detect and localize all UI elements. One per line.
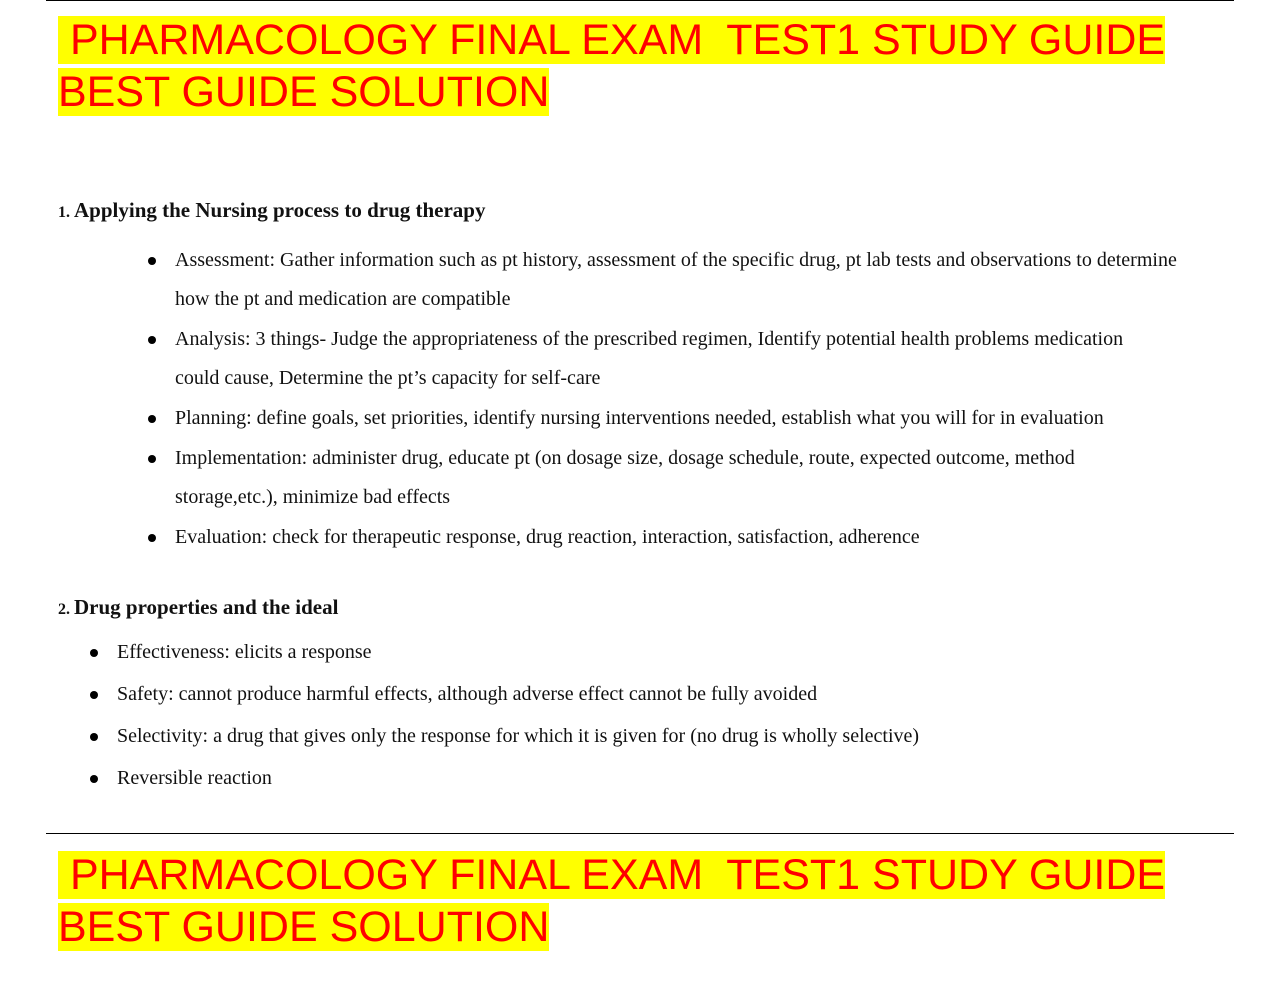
bullet-list	[58, 637, 1258, 793]
bullet-list	[58, 241, 1258, 557]
list-item-safety: Safety: cannot produce harmful effects, although adverse effect cannot be fully avoided	[117, 679, 1258, 709]
section-title: Drug properties and the ideal	[74, 595, 339, 619]
page-title-banner	[58, 14, 1218, 118]
footer-title-banner	[58, 849, 1218, 953]
list-item-evaluation: Evaluation: check for therapeutic response, drug reaction, interaction, satisfaction, adherence	[175, 518, 1258, 557]
section-number: 1.	[58, 204, 70, 221]
list-item-assessment: Assessment: Gather information such as pt history, assessment of the specific drug, pt lab tests and observations to determine how the pt and medication are compatible	[175, 241, 1205, 319]
list-item-selectivity: Selectivity: a drug that gives only the response for which it is given for (no drug is wholly selective)	[117, 721, 1258, 751]
banner-line-1: PHARMACOLOGY FINAL EXAM TEST1 STUDY GUIDE	[58, 851, 1166, 899]
list-item-implementation: Implementation: administer drug, educate pt (on dosage size, dosage schedule, route, expected outcome, method storage,etc.), minimize bad effects	[175, 439, 1135, 517]
banner-line-1: PHARMACOLOGY FINAL EXAM TEST1 STUDY GUIDE	[58, 16, 1166, 64]
list-item-planning: Planning: define goals, set priorities, identify nursing interventions needed, establish what you will for in evaluation	[175, 399, 1258, 438]
bottom-divider	[46, 833, 1234, 834]
section-nursing-process	[58, 196, 1258, 558]
section-title: Applying the Nursing process to drug therapy	[74, 198, 486, 222]
section-heading	[58, 593, 1258, 624]
section-heading	[58, 196, 1258, 227]
list-item-analysis: Analysis: 3 things- Judge the appropriateness of the prescribed regimen, Identify potential health problems medication could cause, Determine the pt’s capacity for self-care	[175, 320, 1165, 398]
banner-line-2: BEST GUIDE SOLUTION	[58, 68, 550, 116]
banner-line-2: BEST GUIDE SOLUTION	[58, 903, 550, 951]
section-drug-properties	[58, 593, 1258, 805]
section-number: 2.	[58, 601, 70, 618]
top-divider	[46, 0, 1234, 1]
list-item-reversible: Reversible reaction	[117, 763, 1258, 793]
list-item-effectiveness: Effectiveness: elicits a response	[117, 637, 1258, 667]
